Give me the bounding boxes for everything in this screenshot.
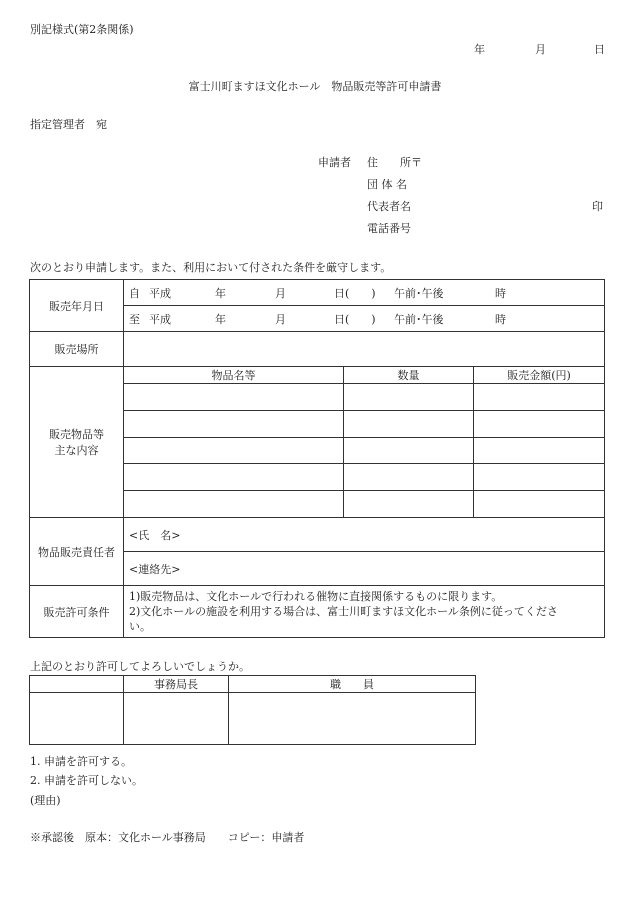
- item-name-cell[interactable]: [124, 464, 344, 491]
- to-hour: 時: [495, 312, 506, 326]
- footer-note: ※承認後 原本：文化ホール事務局 コピー：申請者: [30, 831, 305, 844]
- date-month: 月: [535, 43, 546, 56]
- condition-2: 2)文化ホールの施設を利用する場合は、富士川町ますほ文化ホール条例に従ってくださ: [129, 605, 558, 618]
- application-table: [29, 279, 605, 638]
- sale-period-to: [124, 306, 605, 332]
- item-price-cell[interactable]: [474, 438, 605, 464]
- approval-blank-cell: [30, 693, 124, 745]
- to-keyword: 至: [129, 312, 140, 326]
- from-day: 日( ): [334, 286, 376, 300]
- conditions-text: [124, 586, 605, 638]
- from-month: 月: [275, 286, 286, 300]
- col-director: 事務局長: [124, 676, 229, 693]
- item-qty-cell[interactable]: [344, 491, 474, 518]
- date-year: 年: [474, 43, 485, 56]
- item-qty-cell[interactable]: [344, 438, 474, 464]
- to-month: 月: [275, 312, 286, 326]
- sale-period-from: [124, 280, 605, 306]
- place-field[interactable]: [124, 332, 605, 367]
- item-price-cell[interactable]: [474, 491, 605, 518]
- staff-stamp-cell[interactable]: [229, 693, 476, 745]
- to-era: 平成: [149, 312, 171, 326]
- item-qty-cell[interactable]: [344, 464, 474, 491]
- intro-text: 次のとおり申請します。また、利用において付された条件を厳守します。: [30, 261, 392, 274]
- items-label: [30, 367, 124, 518]
- to-year: 年: [215, 312, 226, 326]
- addressee: 指定管理者 宛: [30, 118, 107, 131]
- date-day: 日: [594, 43, 605, 56]
- responsible-name-field[interactable]: <氏 名>: [124, 518, 605, 552]
- applicant-label: 申請者: [318, 156, 351, 169]
- condition-1: 1)販売物品は、文化ホールで行われる催物に直接関係するものに限ります。: [129, 590, 503, 603]
- applicant-rep-label: 代表者名: [367, 200, 411, 213]
- from-ampm: 午前･午後: [394, 286, 444, 300]
- applicant-group-label: 団 体 名: [367, 178, 407, 191]
- document-title: 富士川町ますほ文化ホール 物品販売等許可申請書: [188, 80, 442, 93]
- reason-label: (理由): [30, 794, 61, 807]
- to-ampm: 午前･午後: [394, 312, 444, 326]
- col-staff: 職 員: [229, 676, 476, 693]
- col-quantity: 数量: [344, 367, 474, 384]
- condition-2-cont: い。: [129, 620, 151, 633]
- form-label: 別記様式(第2条関係): [30, 23, 134, 36]
- conditions-label: 販売許可条件: [30, 586, 124, 638]
- item-name-cell[interactable]: [124, 411, 344, 438]
- approval-blank-header: [30, 676, 124, 693]
- approval-question: 上記のとおり許可してよろしいでしょうか。: [30, 660, 250, 673]
- item-qty-cell[interactable]: [344, 411, 474, 438]
- from-year: 年: [215, 286, 226, 300]
- responsible-contact-field[interactable]: <連絡先>: [124, 552, 605, 586]
- item-name-cell[interactable]: [124, 384, 344, 411]
- sale-period-label: 販売年月日: [30, 280, 124, 332]
- item-name-cell[interactable]: [124, 491, 344, 518]
- applicant-address-label: 住 所〒: [367, 156, 422, 169]
- applicant-phone-label: 電話番号: [367, 222, 411, 235]
- from-era: 平成: [149, 286, 171, 300]
- items-label-line2: 主な内容: [54, 444, 99, 457]
- item-name-cell[interactable]: [124, 438, 344, 464]
- to-day: 日( ): [334, 312, 376, 326]
- col-price: 販売金額(円): [474, 367, 605, 384]
- item-qty-cell[interactable]: [344, 384, 474, 411]
- items-label-line1: 販売物品等: [49, 428, 104, 441]
- item-price-cell[interactable]: [474, 411, 605, 438]
- director-stamp-cell[interactable]: [124, 693, 229, 745]
- option-approve: 1. 申請を許可する。: [30, 755, 132, 768]
- responsible-label: 物品販売責任者: [30, 518, 124, 586]
- from-keyword: 自: [129, 286, 140, 300]
- seal-mark: 印: [592, 200, 603, 213]
- approval-table: [29, 675, 476, 745]
- from-hour: 時: [495, 286, 506, 300]
- item-price-cell[interactable]: [474, 464, 605, 491]
- item-price-cell[interactable]: [474, 384, 605, 411]
- option-deny: 2. 申請を許可しない。: [30, 774, 143, 787]
- col-item-name: 物品名等: [124, 367, 344, 384]
- place-label: 販売場所: [30, 332, 124, 367]
